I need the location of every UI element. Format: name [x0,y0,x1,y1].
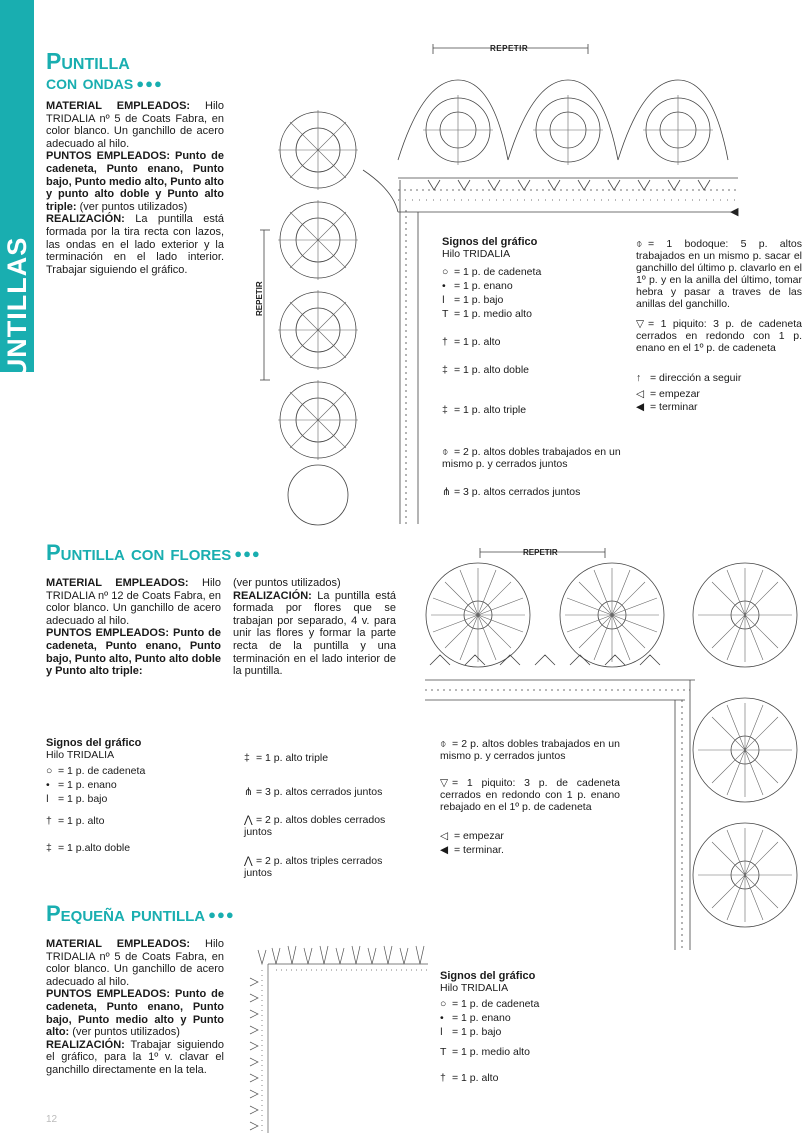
triple-treble-icon: ‡ [442,404,448,416]
section2-signos [46,737,141,762]
section3-puntos-text: Punto de cadeneta, Punto enano, Punto bajo, Punto medio alto y Punto alto: [46,988,224,1039]
signo-text: = 1 p.alto doble [58,842,131,854]
signo-2-altos-triples [244,855,404,879]
signo-text: = 1 p. bajo [452,1026,502,1038]
signo-alto-triple [442,404,526,416]
title-dots-icon: ●●● [136,75,163,91]
chain-stitch-icon: ○ [440,998,447,1010]
chain-stitch-icon: ○ [46,765,53,777]
signo-terminar [636,401,698,413]
end-arrow-icon: ◀ [440,844,449,856]
section1-signos-hilo: Hilo TRIDALIA [442,248,511,260]
double-crochet-icon: † [46,815,52,827]
section1-puntos-label: PUNTOS EMPLEADOS: [46,150,170,163]
signo-text: = empezar [454,830,504,842]
section1-title-line2: con ondas [46,72,134,94]
section1-signos [442,236,632,261]
signo-text: = 2 p. altos triples cerrados juntos [244,855,383,879]
section1-repetir-side: REPETIR [255,281,264,316]
signo-bajo [442,294,503,306]
section2-title [46,542,261,565]
signo-text: = 1 piquito: 3 p. de cadeneta cerrados en redondo con 1 p. enano en el 1º p. de cadeneta [636,318,802,354]
cluster-3-icon: ⋔ [442,486,451,498]
double-crochet-icon: † [442,336,448,348]
signo-text: = 1 p. alto doble [454,364,530,376]
section2-realizacion-label: REALIZACIÓN: [233,589,312,602]
signo-alto [442,336,500,348]
signo-bajo [440,1026,501,1038]
section2-signos-title: Signos del gráfico [46,737,142,749]
end-arrow-icon: ◀ [636,401,645,413]
slip-stitch-icon: • [440,1012,444,1024]
signo-alto-doble [46,842,130,854]
half-double-icon: T [440,1046,447,1058]
arrow-up-icon: ↑ [636,372,642,384]
title-dots-icon: ●●● [234,546,261,562]
section3-puntos-label: PUNTOS EMPLEADOS: [46,988,170,1001]
half-double-icon: T [442,308,449,320]
section1-realizacion-text: La puntilla está formada por la tira recta con lazos, las ondas en el lado exterior y la terminación en el lado interior. Trabajar siguiendo el gráfico. [46,213,225,276]
signo-piquito [636,318,802,354]
signo-enano [442,280,513,292]
section2-material-text: Hilo TRIDALIA nº 12 de Coats Fabra, en color blanco. Un ganchillo de acero adecuado al hilo. [46,577,221,627]
signo-text: = 2 p. altos dobles cerrados juntos [244,814,386,838]
picot-icon: ▽ [636,318,645,330]
signo-text: = 1 piquito: 3 p. de cadeneta cerrados en redondo con 1 p. enano rebajado en el 1º p. de cadeneta [440,777,620,813]
section3-title-text: Pequeña puntilla [46,901,206,926]
signo-bajo [46,793,107,805]
signo-cadeneta [442,266,541,278]
section3-material-text: Hilo TRIDALIA nº 5 de Coats Fabra, en color blanco. Un ganchillo de acero adecuado al hilo. [46,938,224,988]
section1-description [46,100,224,276]
section1-repetir-top: REPETIR [490,44,529,53]
section2-puntos-text: Punto de cadeneta, Punto enano, Punto bajo, Punto alto, Punto alto doble y Punto alto triple: [46,627,221,678]
section2-title-text: Puntilla con flores [46,540,232,565]
slip-stitch-icon: • [442,280,446,292]
signo-2-altos-dobles [244,814,404,838]
cluster-3-icon: ⋔ [244,786,253,798]
section3-description [46,938,224,1077]
section1-puntos-note: (ver puntos utilizados) [79,200,188,213]
section1-material-label: MATERIAL EMPLEADOS: [46,100,191,112]
signo-text: = 1 p. enano [454,280,513,292]
section2-description-right [233,577,396,678]
signo-enano [440,1012,511,1024]
section1-material-text: Hilo TRIDALIA nº 5 de Coats Fabra, en color blanco. Un ganchillo de acero adecuado al hilo. [46,100,224,150]
signo-3-altos [244,786,382,798]
single-crochet-icon: ǀ [440,1026,443,1038]
section3-signos-hilo: Hilo TRIDALIA [440,982,509,994]
section2-signos-hilo: Hilo TRIDALIA [46,749,115,761]
section3-realizacion-label: REALIZACIÓN: [46,1038,125,1051]
signo-text: = 1 p. medio alto [454,308,532,320]
section1-realizacion-label: REALIZACIÓN: [46,213,125,226]
signo-alto-triple [244,752,328,764]
start-arrow-icon: ◁ [440,830,449,842]
single-crochet-icon: ǀ [442,294,445,306]
signo-text: = terminar [650,401,698,413]
signo-alto [440,1072,498,1084]
section2-description-left [46,577,221,678]
cluster-2-triple-icon: ⋀ [244,855,253,867]
section3-puntos-note: (ver puntos utilizados) [72,1026,180,1039]
signo-text: = 1 p. alto triple [256,752,329,764]
signo-text: = 3 p. altos cerrados juntos [256,786,383,798]
section1-signos-title: Signos del gráfico [442,236,538,248]
signo-alto-doble [442,364,529,376]
signo-medio-alto [440,1046,530,1058]
section2-repetir-top: REPETIR [523,548,558,557]
signo-enano [46,779,117,791]
double-crochet-icon: † [440,1072,446,1084]
triple-treble-icon: ‡ [244,752,250,764]
signo-direccion [636,372,741,384]
signo-3-altos [442,486,580,498]
chain-stitch-icon: ○ [442,266,449,278]
signo-text: = 1 p. enano [58,779,117,791]
signo-terminar [440,844,504,856]
page-number: 12 [46,1114,58,1125]
cluster-2-double-icon: ⋀ [244,814,253,826]
section2-realizacion-text: La puntilla está formada por flores que se trabajan por separado, 4 v. para unir las flores y formar la parte recta de la puntilla y una terminación en el lado interior de la puntilla. [233,589,397,678]
signo-text: = 1 p. de cadeneta [452,998,540,1010]
signo-text: = 1 p. alto triple [454,404,527,416]
signo-text: = 1 p. medio alto [452,1046,530,1058]
signo-2-altos-dobles [442,446,624,470]
signo-text: = dirección a seguir [650,372,742,384]
section1-title-line1: Puntilla [46,48,130,74]
signo-text: = 1 p. de cadeneta [454,266,542,278]
signo-empezar [440,830,504,842]
signo-piquito [440,777,620,813]
signo-text: = terminar. [454,844,504,856]
treble-crochet-icon: ‡ [46,842,52,854]
slip-stitch-icon: • [46,779,50,791]
section3-signos [440,970,535,995]
cluster-2-icon: ⌽ [442,446,449,458]
signo-text: = 1 p. enano [452,1012,511,1024]
start-arrow-icon: ◁ [636,388,645,400]
title-dots-icon: ●●● [208,907,235,923]
signo-text: = empezar [650,388,700,400]
signo-text: = 2 p. altos dobles trabajados en un mismo p. y cerrados juntos [440,738,620,762]
sidebar-label: PUNTILLAS [2,236,32,398]
signo-cadeneta [440,998,539,1010]
section3-realizacion-text: Trabajar siguiendo el gráfico, para la 1º v. clavar el ganchillo directamente en la tela. [46,1038,225,1076]
section1-title [46,50,163,95]
section3-title [46,903,235,926]
signo-text: = 1 bodoque: 5 p. altos trabajados en un mismo p. sacar el ganchillo del último p. clavarlo en el 1º p. y en la anilla del último, tomar hebra y pasar a traves de las anillas del ganchillo. [636,238,802,310]
bobble-icon: ⌽ [636,238,643,250]
section1-puntos-text: Punto de cadeneta, Punto enano, Punto bajo, Punto medio alto, Punto alto y punto alto doble y Punto alto triple: [46,150,224,213]
section3-material-label: MATERIAL EMPLEADOS: [46,938,191,950]
section3-signos-title: Signos del gráfico [440,970,536,982]
signo-text: = 1 p. bajo [454,294,504,306]
signo-medio-alto [442,308,532,320]
signo-text: = 2 p. altos dobles trabajados en un mismo p. y cerrados juntos [442,446,621,470]
signo-empezar [636,388,700,400]
picot-icon: ▽ [440,777,449,789]
terminar-icon: ◀ [730,206,739,218]
signo-text: = 1 p. alto [58,815,105,827]
signo-bodoque [636,238,802,310]
signo-text: = 3 p. altos cerrados juntos [454,486,581,498]
section2-puntos-note: (ver puntos utilizados) [233,577,341,589]
section2-puntos-label: PUNTOS EMPLEADOS: [46,627,169,640]
signo-alto [46,815,104,827]
signo-text: = 1 p. de cadeneta [58,765,146,777]
section3-crochet-chart [248,938,430,1133]
signo-cadeneta [46,765,145,777]
signo-text: = 1 p. bajo [58,793,108,805]
signo-2-altos-mismo [440,738,620,762]
cluster-2-icon: ⌽ [440,738,447,750]
section2-material-label: MATERIAL EMPLEADOS: [46,577,189,589]
treble-crochet-icon: ‡ [442,364,448,376]
single-crochet-icon: ǀ [46,793,49,805]
signo-text: = 1 p. alto [454,336,501,348]
signo-text: = 1 p. alto [452,1072,499,1084]
